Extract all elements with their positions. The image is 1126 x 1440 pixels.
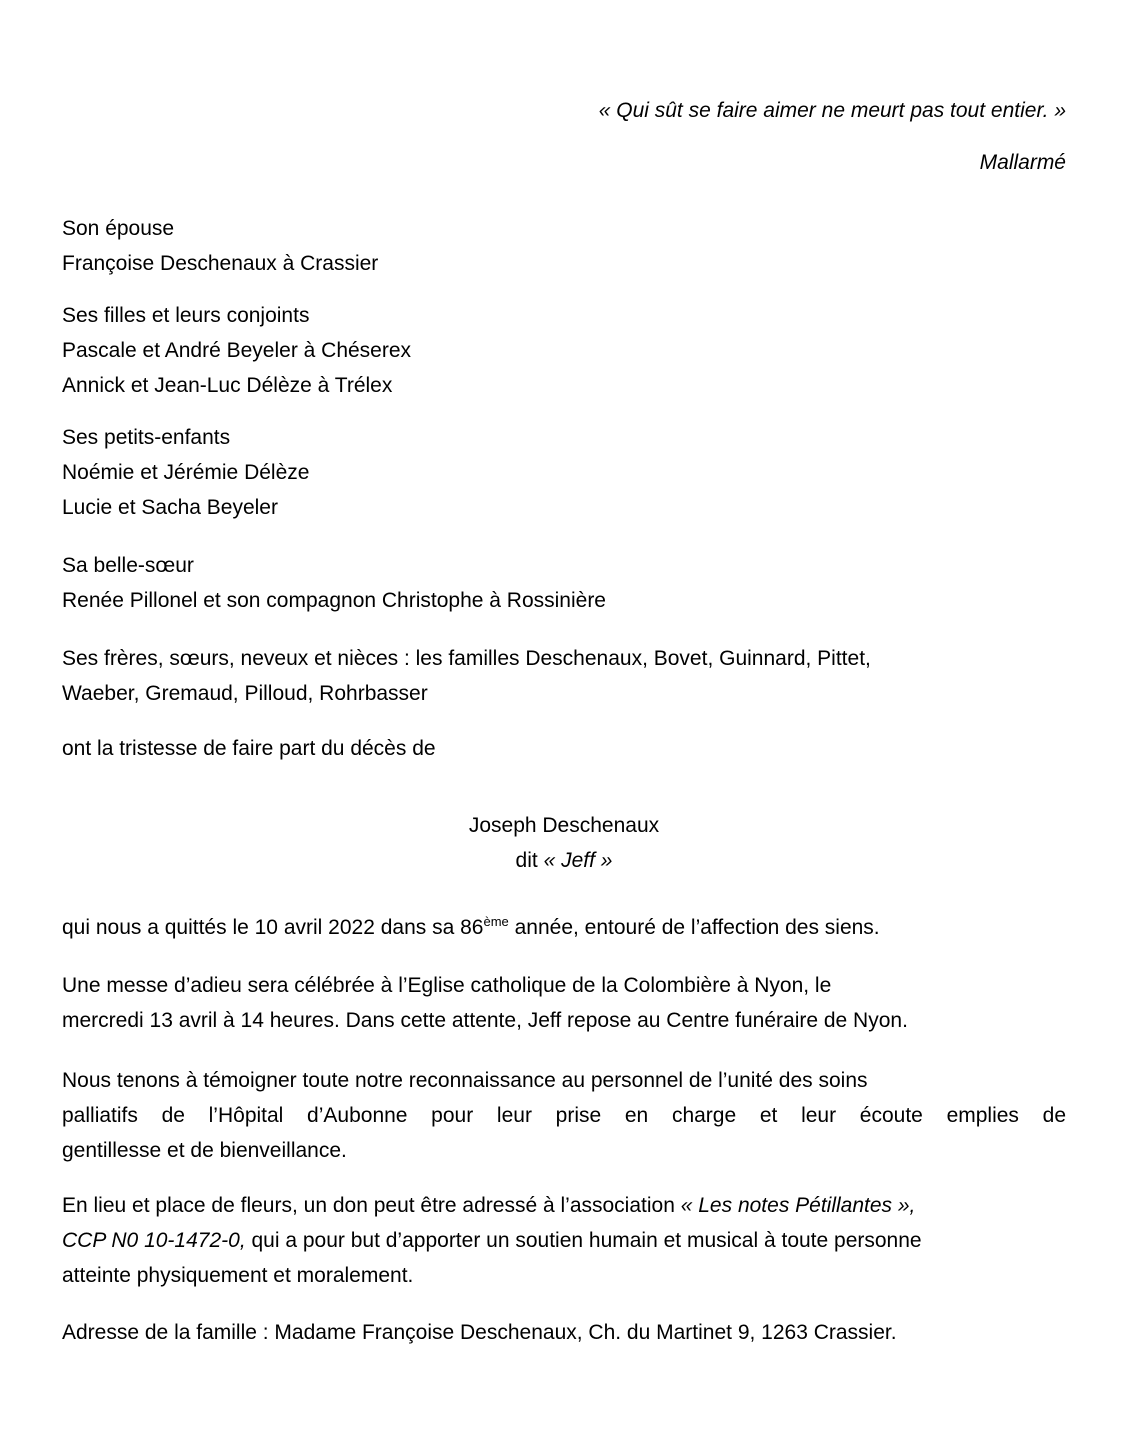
relatives-paragraph [62,641,1066,711]
family-group-heading: Ses petits-enfants [62,426,231,449]
death-date-line [62,910,1066,945]
family-group-heading: Son épouse [62,217,175,240]
donation-text-after: qui a pour but d’apporter un soutien humain et musical à toute personne [245,1229,922,1252]
mass-line: Une messe d’adieu sera célébrée à l’Eglise catholique de la Colombière à Nyon, le [62,974,832,997]
donation-association-name: « Les notes Pétillantes », [680,1194,916,1217]
mass-line: mercredi 13 avril à 14 heures. Dans cette attente, Jeff repose au Centre funéraire de Nyon. [62,1009,908,1032]
family-group-heading: Ses filles et leurs conjoints [62,304,310,327]
deceased-name: Joseph Deschenaux [468,814,660,837]
donation-ccp-number: CCP N0 10-1472-0, [62,1229,246,1252]
family-group-line: Pascale et André Beyeler à Chéserex [62,339,412,362]
family-group-heading: Sa belle-sœur [62,554,194,577]
ordinal-superscript: ème [483,914,509,929]
donation-paragraph [62,1188,1066,1293]
family-group-line: Lucie et Sacha Beyeler [62,496,278,519]
donation-line [62,1223,1066,1258]
family-group-grandchildren [62,420,1066,525]
donation-text: En lieu et place de fleurs, un don peut être adressé à l’association [62,1194,681,1217]
family-group-daughters [62,298,1066,403]
donation-line [62,1188,1066,1223]
deceased-nickname: « Jeff » [543,849,613,872]
thanks-line-justified: palliatifs de l’Hôpital d’Aubonne pour leur prise en charge et leur écoute emplies de [62,1104,1066,1127]
announcement-intro: ont la tristesse de faire part du décès de [62,737,436,760]
family-group-line: Noémie et Jérémie Délèze [62,461,310,484]
text-column [62,0,1066,1350]
deceased-block [62,808,1066,878]
death-date-text-after: année, entouré de l’affection des siens. [508,916,880,939]
thanks-paragraph [62,1063,1066,1168]
deceased-nickname-line [62,843,1066,878]
relatives-line: Ses frères, sœurs, neveux et nièces : les familles Deschenaux, Bovet, Guinnard, Pittet, [62,647,871,670]
donation-line: atteinte physiquement et moralement. [62,1264,414,1287]
family-group-spouse [62,211,1066,281]
deceased-nickname-prefix: dit [515,849,544,872]
thanks-line: Nous tenons à témoigner toute notre reconnaissance au personnel de l’unité des soins [62,1069,868,1092]
family-group-line: Renée Pillonel et son compagnon Christophe à Rossinière [62,589,606,612]
relatives-line: Waeber, Gremaud, Pilloud, Rohrbasser [62,682,428,705]
epigraph-attribution: Mallarmé [979,151,1066,174]
family-address: Adresse de la famille : Madame Françoise Deschenaux, Ch. du Martinet 9, 1263 Crassier. [62,1321,897,1344]
thanks-line: gentillesse et de bienveillance. [62,1139,347,1162]
family-group-line: Annick et Jean-Luc Délèze à Trélex [62,374,393,397]
epigraph-quote: « Qui sût se faire aimer ne meurt pas tout entier. » [598,99,1066,122]
death-date-text: qui nous a quittés le 10 avril 2022 dans sa 86 [62,916,484,939]
mass-paragraph [62,968,1066,1038]
family-group-sister-in-law [62,548,1066,618]
family-group-line: Françoise Deschenaux à Crassier [62,252,379,275]
